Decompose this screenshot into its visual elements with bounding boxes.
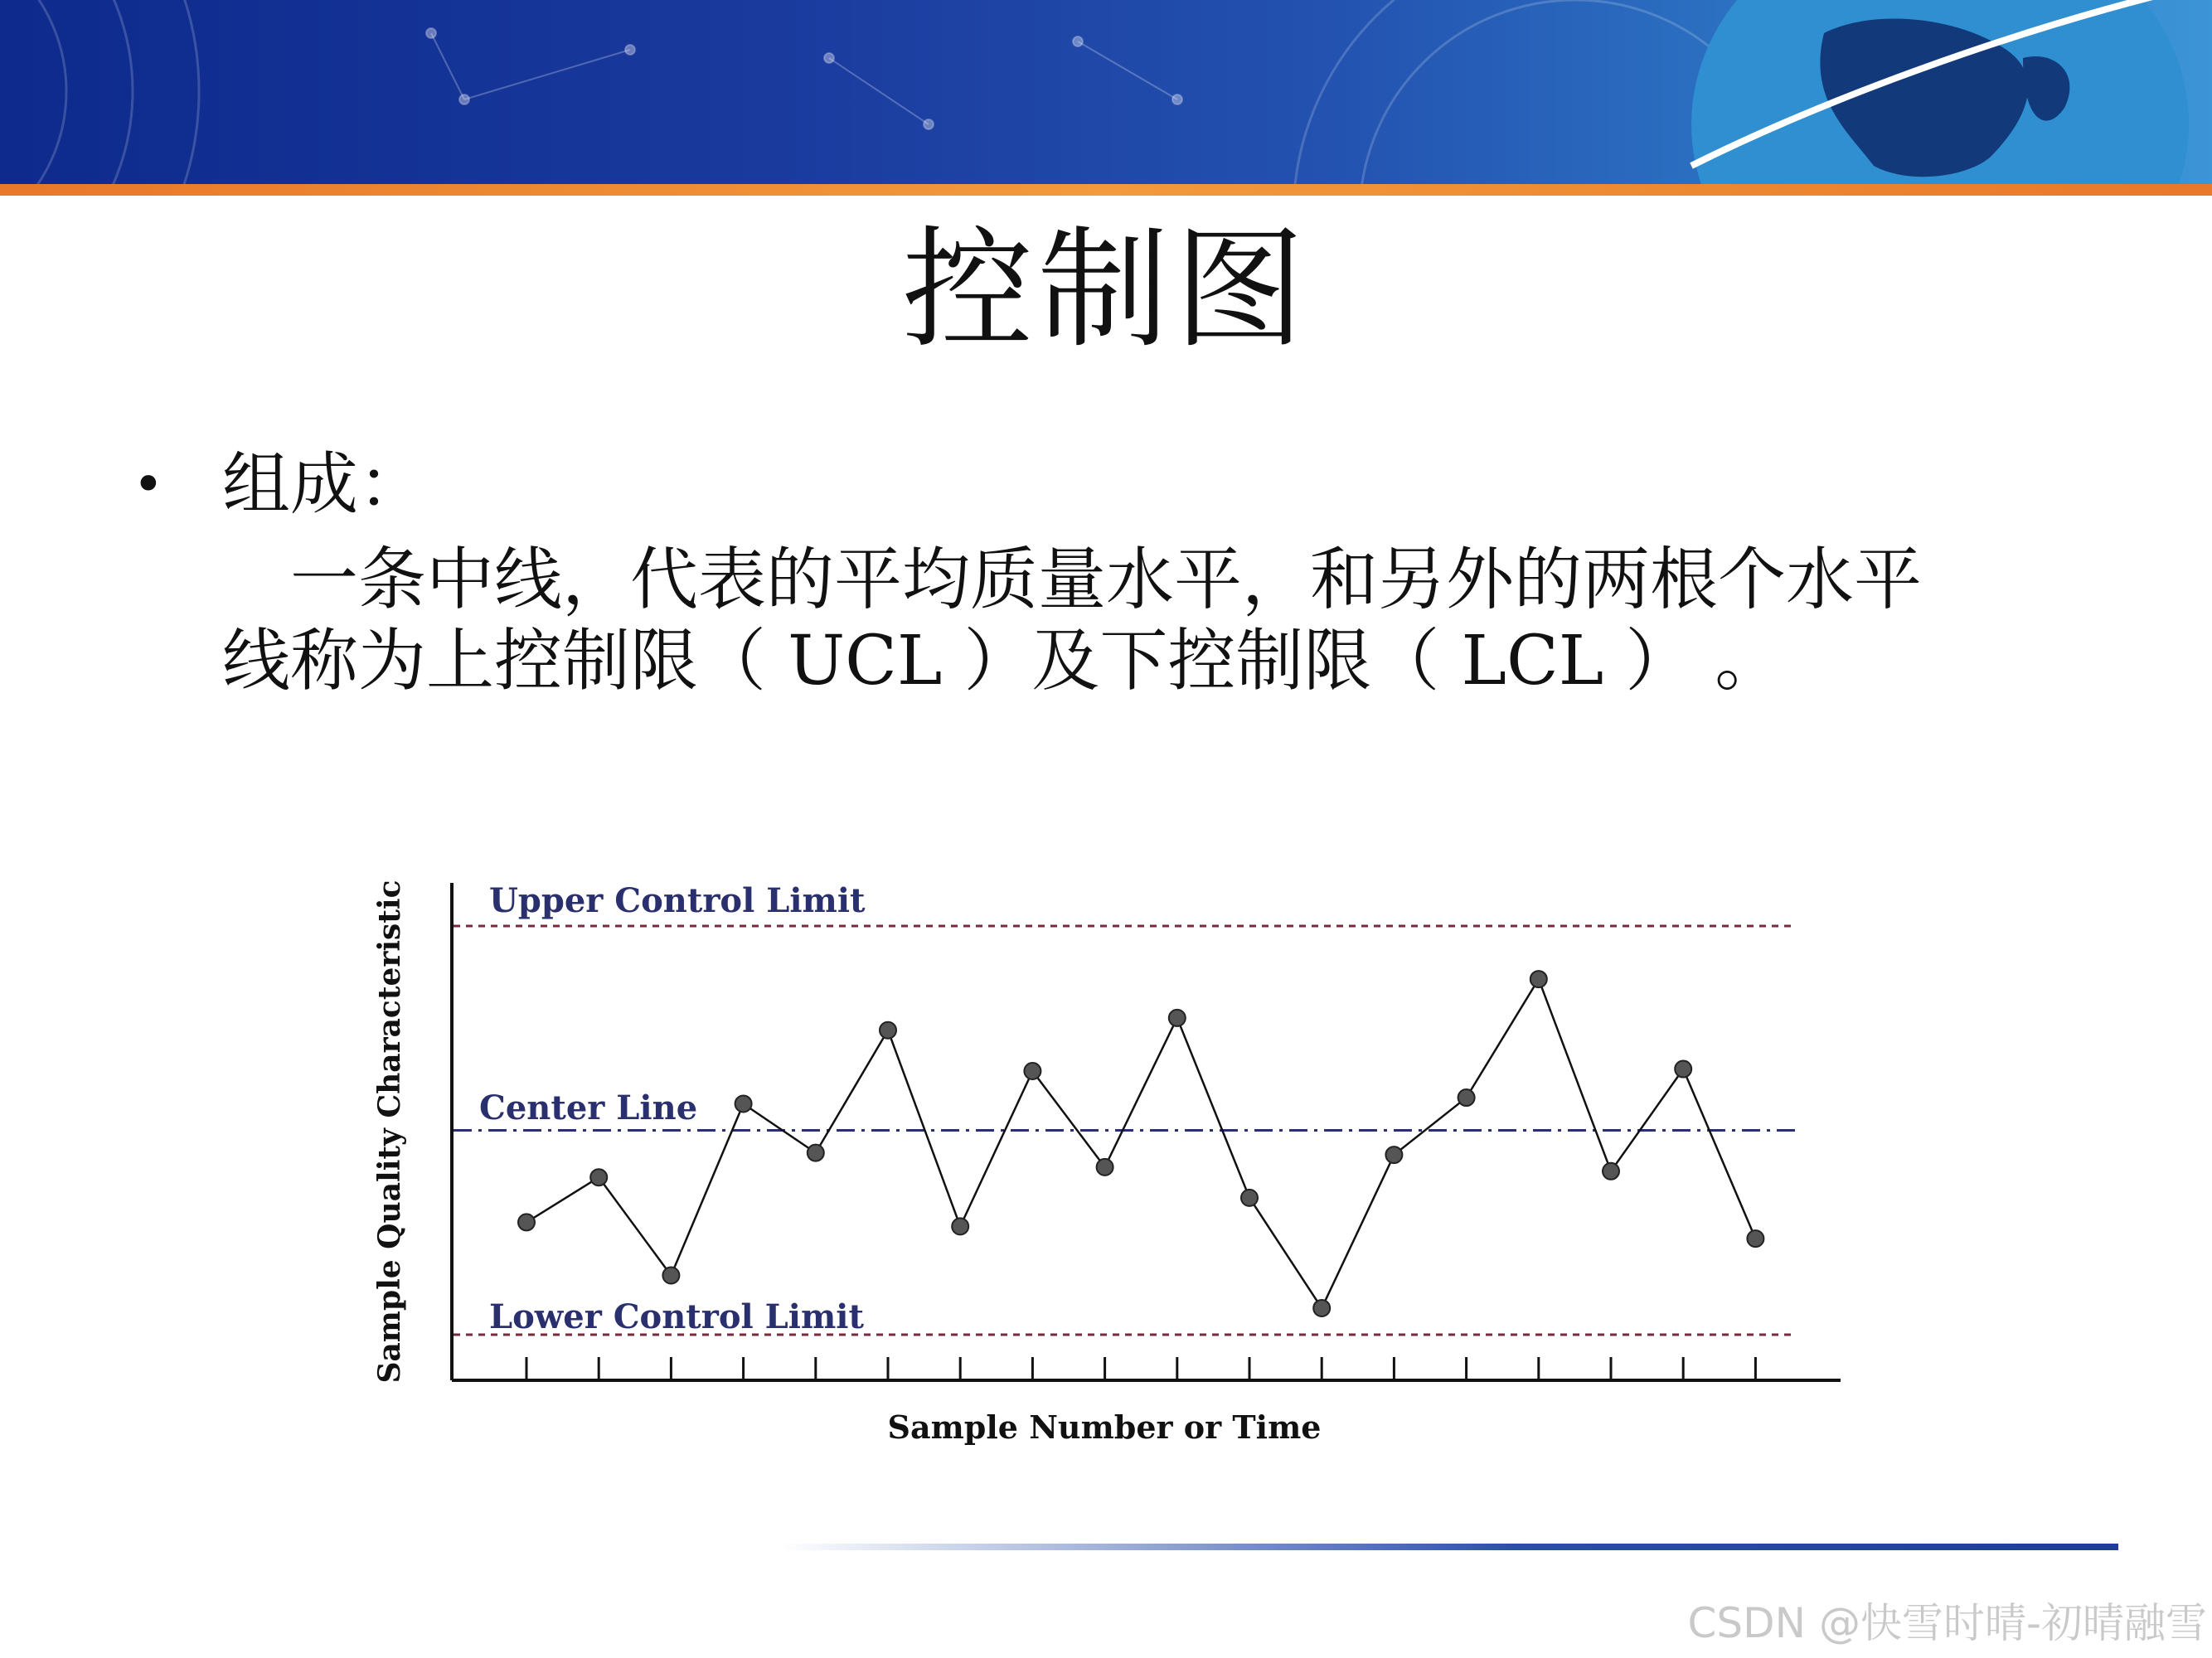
data-point [1458, 1089, 1475, 1106]
center-line-label: Center Line [479, 1088, 698, 1127]
bullet-dot: • [133, 454, 164, 516]
body-text-line-1: 一条中线，代表的平均质量水平，和另外的两根个水平 [290, 541, 1923, 619]
watermark-text: CSDN @快雪时晴-初晴融雪 [1687, 1599, 2207, 1647]
data-point [590, 1169, 607, 1185]
globe-icon [1691, 0, 2189, 184]
control-chart [348, 862, 1865, 1459]
data-point [1530, 971, 1547, 987]
data-point [518, 1214, 535, 1230]
data-point [1675, 1061, 1691, 1078]
header-banner [0, 0, 2212, 184]
data-point [1385, 1147, 1402, 1163]
data-point [1097, 1159, 1113, 1176]
x-axis-ticks [526, 1357, 1755, 1380]
x-axis-label: Sample Number or Time [887, 1408, 1322, 1446]
data-point [952, 1218, 968, 1234]
data-point [808, 1145, 824, 1161]
y-axis-label: Sample Quality Characteristic [372, 880, 407, 1384]
series-line [526, 979, 1755, 1308]
reference-lines [454, 926, 1795, 1335]
data-point [880, 1022, 896, 1039]
bullet-heading: 组成： [222, 445, 427, 524]
banner-orange-stripe [0, 184, 2212, 196]
data-point [735, 1095, 752, 1112]
series-polyline [526, 979, 1755, 1308]
slide-title: 控制图 [902, 214, 1310, 366]
data-point [1747, 1230, 1763, 1247]
upper-control-limit-label: Upper Control Limit [489, 881, 866, 920]
data-point [1169, 1010, 1186, 1026]
data-point [1241, 1190, 1258, 1206]
data-point [1024, 1063, 1041, 1079]
data-point [1313, 1300, 1330, 1316]
data-point [662, 1268, 679, 1284]
series-points [518, 971, 1763, 1316]
banner-decoration [0, 0, 2212, 184]
data-point [1603, 1163, 1619, 1180]
bottom-divider [779, 1544, 2118, 1550]
lower-control-limit-label: Lower Control Limit [489, 1297, 864, 1336]
body-text-line-2: 线称为上控制限（ UCL ）及下控制限（ LCL ） 。 [222, 622, 1783, 701]
